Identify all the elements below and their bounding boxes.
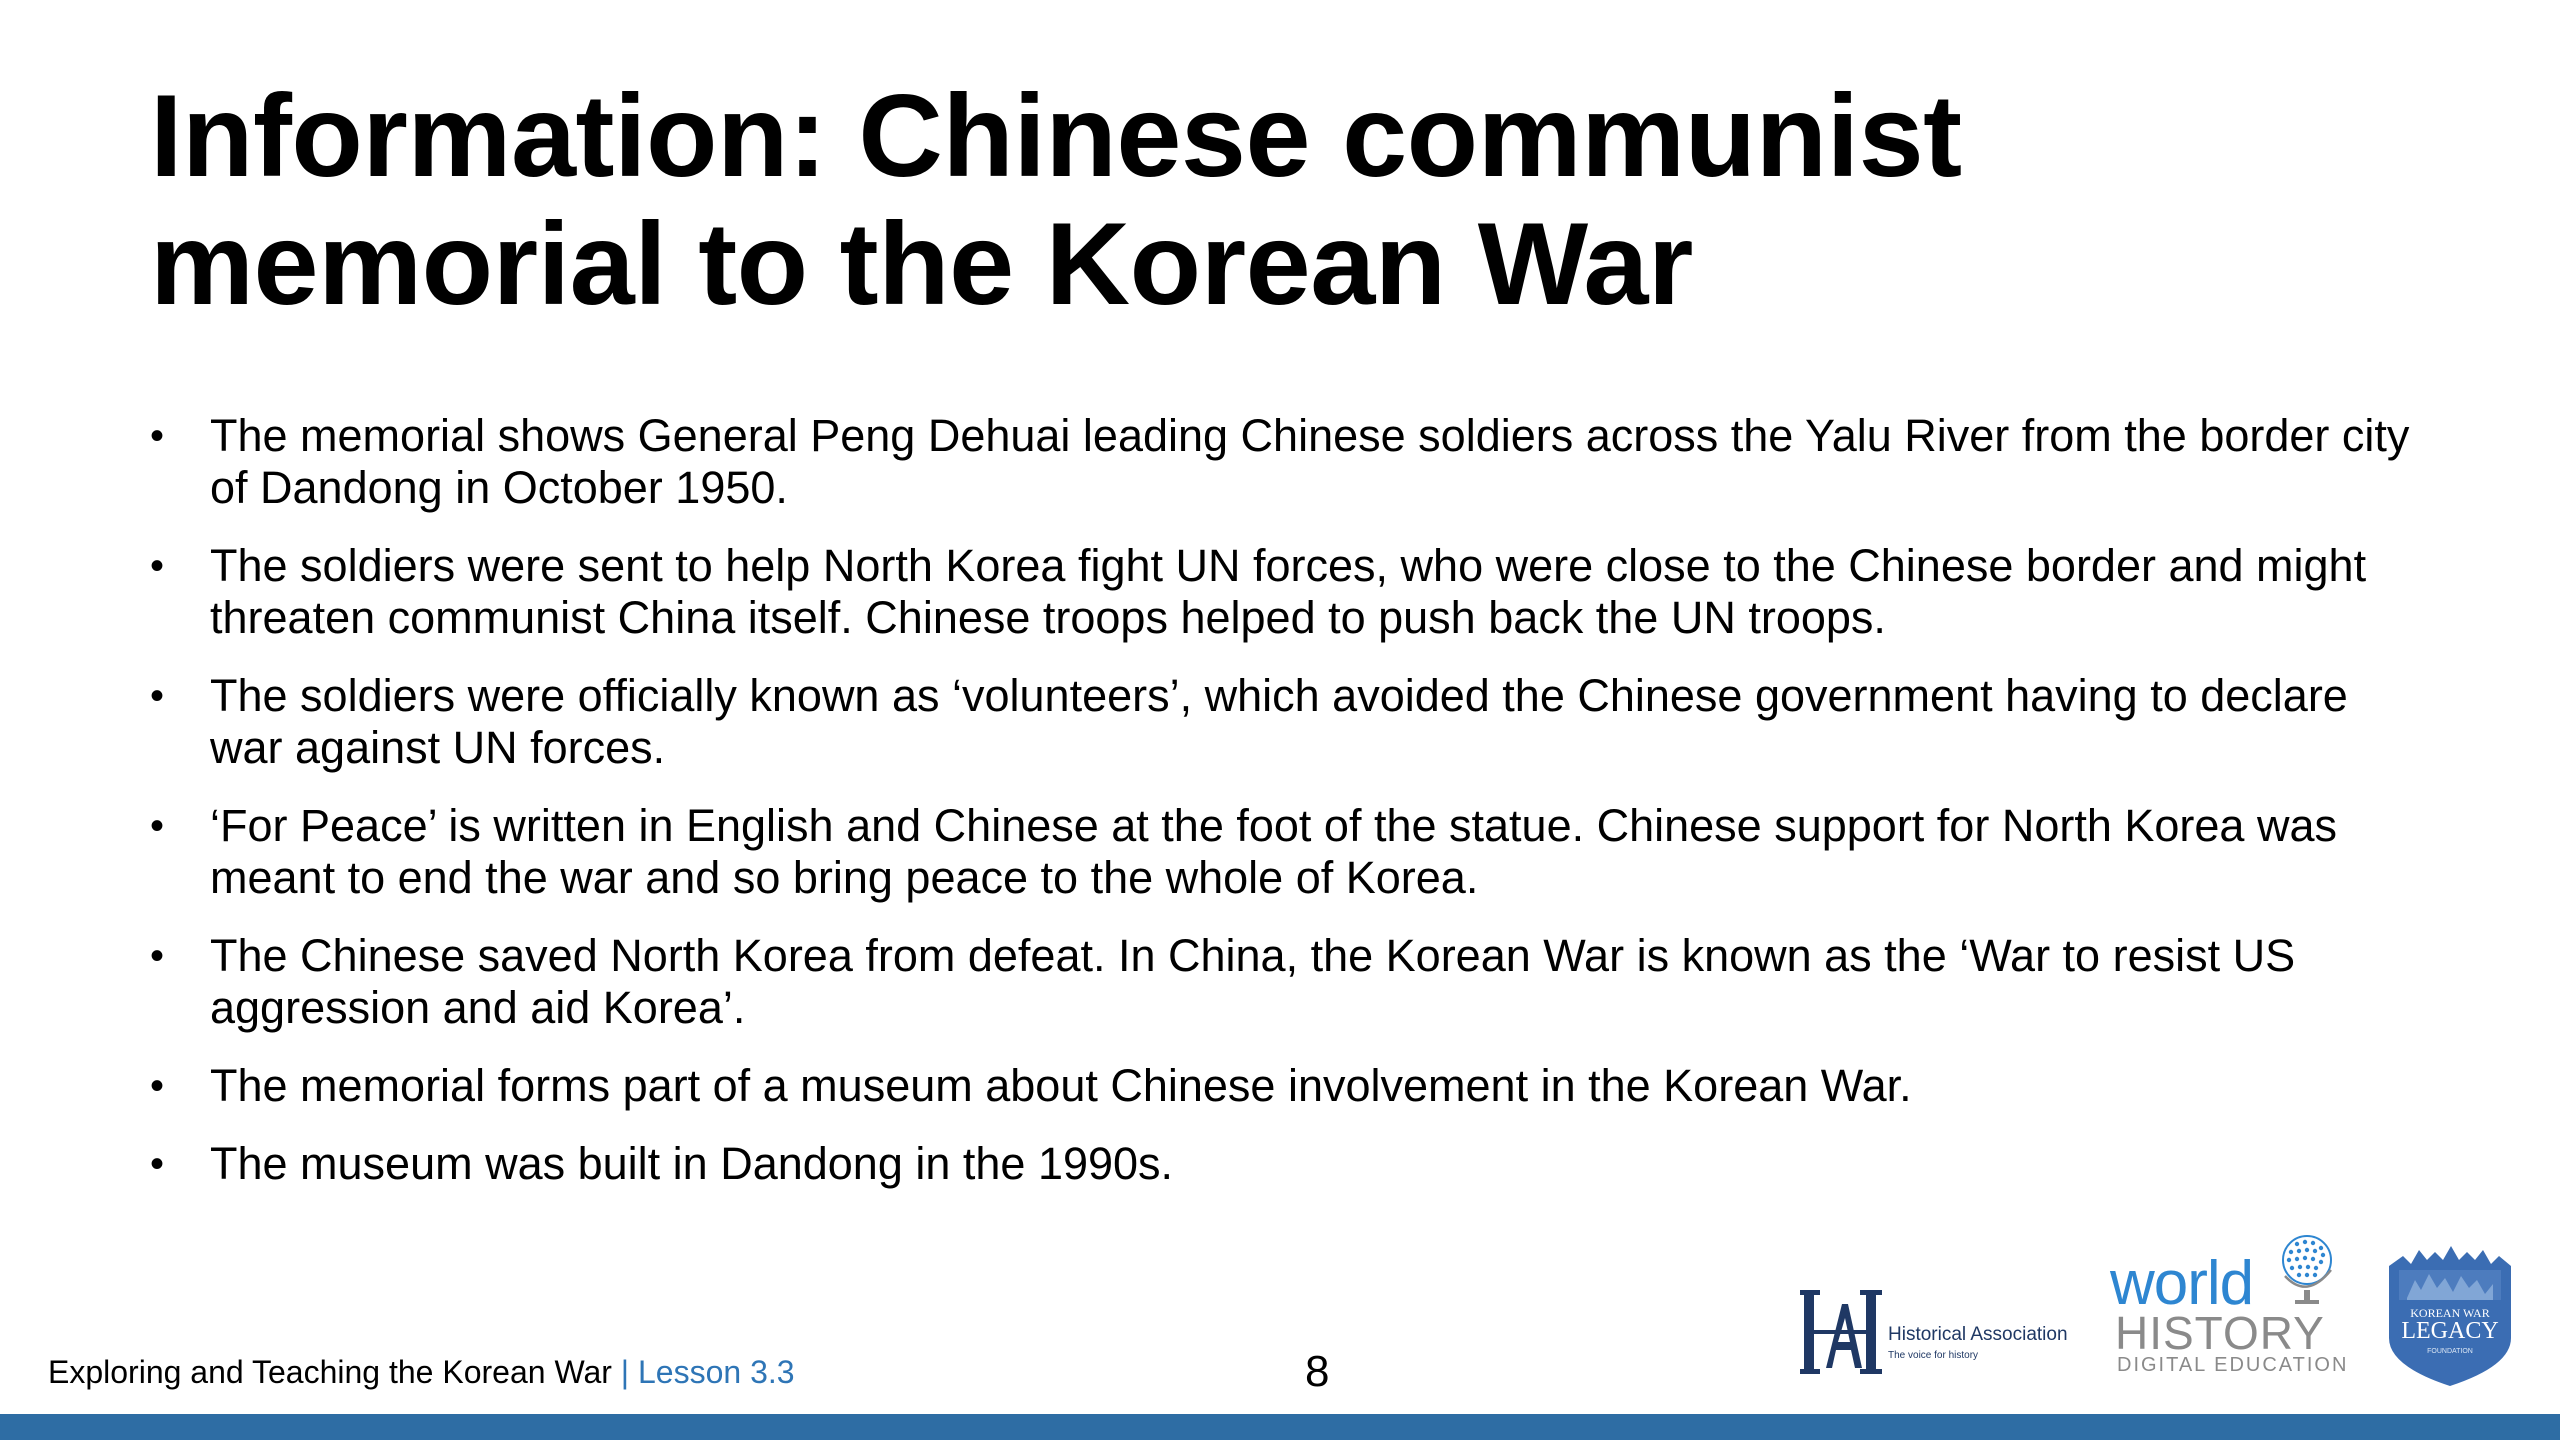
bullet-dot: • xyxy=(150,1142,165,1186)
page-number: 8 xyxy=(1305,1347,1330,1396)
historical-association-name: Historical Association xyxy=(1888,1324,2068,1345)
bullet-text: ‘For Peace’ is written in English and Chinese at the foot of the statue. Chinese support for North Korea was meant to end the war and so bring peace to the whole of Korea. xyxy=(210,800,2337,903)
bullet-text: The Chinese saved North Korea from defeat. In China, the Korean War is known as the ‘War to resist US aggression and aid Korea’. xyxy=(210,930,2296,1033)
historical-association-mark-icon xyxy=(1800,1282,1890,1382)
bullet-dot: • xyxy=(150,674,165,718)
historical-association-logo xyxy=(1800,1282,2070,1382)
bullet-item xyxy=(150,800,2430,904)
bullet-dot: • xyxy=(150,1064,165,1108)
globe-icon xyxy=(2275,1230,2339,1310)
bullet-text: The memorial shows General Peng Dehuai leading Chinese soldiers across the Yalu River from the border city of Dandong in October 1950. xyxy=(210,410,2410,513)
bullet-text: The museum was built in Dandong in the 1990s. xyxy=(210,1138,1174,1189)
world-history-word-digital-education: DIGITAL EDUCATION xyxy=(2117,1354,2349,1376)
slide-title-line-1: Information: Chinese communist xyxy=(150,70,1962,201)
bullet-item xyxy=(150,670,2430,774)
bullet-item xyxy=(150,540,2430,644)
bullet-item xyxy=(150,930,2430,1034)
footer-separator: | xyxy=(620,1354,630,1390)
bullet-dot: • xyxy=(150,544,165,588)
footer-course-label xyxy=(48,1354,795,1390)
world-history-logo xyxy=(2105,1230,2349,1385)
world-history-word-world: world xyxy=(2110,1249,2254,1318)
world-history-word-history: HISTORY xyxy=(2115,1307,2325,1359)
bottom-bar xyxy=(0,1414,2560,1440)
bullet-dot: • xyxy=(150,804,165,848)
bullet-item xyxy=(150,1060,2430,1112)
korean-war-legacy-main: LEGACY xyxy=(2401,1318,2499,1344)
bullet-dot: • xyxy=(150,934,165,978)
bullet-dot: • xyxy=(150,414,165,458)
bullet-text: The soldiers were officially known as ‘volunteers’, which avoided the Chinese government having to declare war against UN forces. xyxy=(210,670,2348,773)
footer-course: Exploring and Teaching the Korean War xyxy=(48,1354,612,1390)
korean-war-legacy-logo xyxy=(2385,1238,2515,1388)
footer-lesson: Lesson 3.3 xyxy=(638,1354,795,1390)
bullet-list xyxy=(150,410,2430,1216)
korean-war-legacy-sub: FOUNDATION xyxy=(2427,1348,2473,1355)
slide-title-line-2: memorial to the Korean War xyxy=(150,198,1693,329)
bullet-text: The soldiers were sent to help North Korea fight UN forces, who were close to the Chinese border and might threaten communist China itself. Chinese troops helped to push back the UN troops. xyxy=(210,540,2367,643)
bullet-item xyxy=(150,1138,2430,1190)
bullet-item xyxy=(150,410,2430,514)
slide-title xyxy=(150,72,2350,328)
bullet-text: The memorial forms part of a museum about Chinese involvement in the Korean War. xyxy=(210,1060,1912,1111)
historical-association-tagline: The voice for history xyxy=(1888,1350,1979,1361)
korean-war-legacy-top: KOREAN WAR xyxy=(2410,1306,2490,1320)
